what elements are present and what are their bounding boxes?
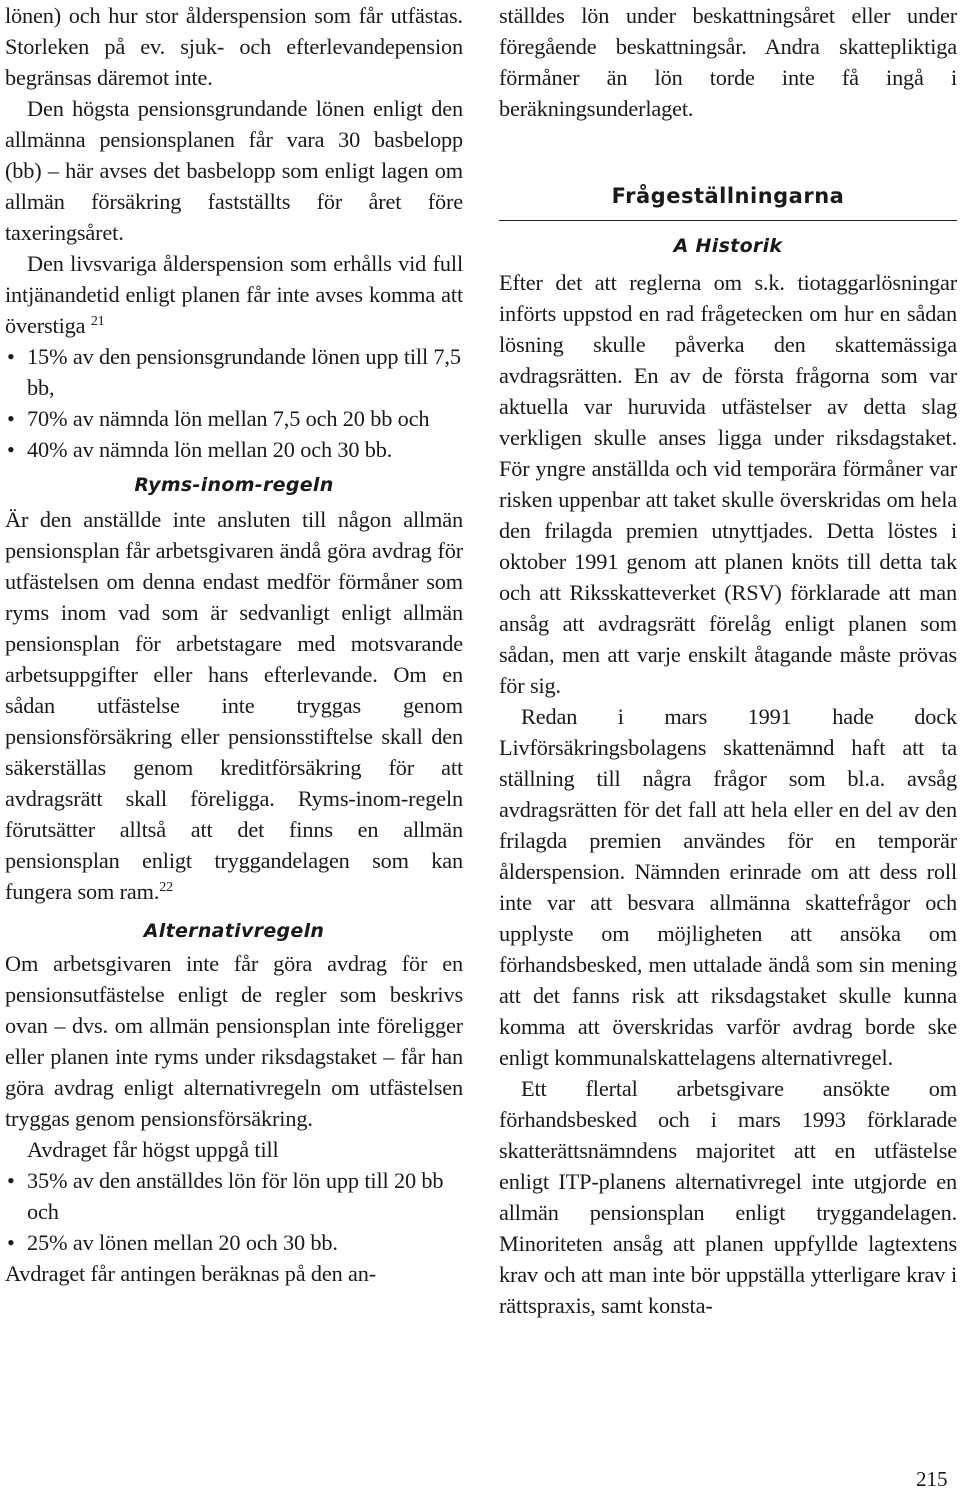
- section-heading: Ryms-inom-regeln: [134, 474, 334, 496]
- paragraph-text: Den livsvariga ålderspension som erhålls vid full intjänandetid enligt planen får inte avses komma att överstiga: [5, 251, 463, 338]
- section-heading: Alternativregeln: [143, 920, 325, 942]
- list-item: • 70% av nämnda lön mellan 7,5 och 20 bb och: [7, 406, 430, 431]
- paragraph: Avdraget får högst uppgå till: [27, 1137, 279, 1162]
- list-item: • 35% av den anställdes lön för lön upp till 20 bb och: [7, 1168, 444, 1224]
- paragraph: Är den anställde inte ansluten till någon allmän pensionsplan får arbetsgivaren ändå göra avdrag för utfästelsen om denna endast medför förmåner som ryms inom vad som är sedvanligt enligt allmän pensionsplan för arbetstagare med motsvarande arbetsuppgifter eller hans efterlevande. Om en sådan utfästelse inte tryggas genom pensionsförsäkring eller pensionsstiftelse skall den säkerställas genom kreditförsäkring för att avdragsrätt skall föreligga. Ryms-inom-regeln förutsätter alltså att det finns en allmän pensionsplan enligt tryggandelagen som kan fungera som ram.$^{22}$: [5, 507, 463, 904]
- paragraph: Avdraget får antingen beräknas på den an-: [5, 1261, 377, 1286]
- paragraph: Redan i mars 1991 hade dock Livförsäkringsbolagens skattenämnd haft att ta ställning till några frågor som bl.a. avsåg avdragsrätten för det fall att hela eller en del av den frilagda premien användes för en temporär ålderspension. Nämnden erinrade om att dess roll inte var att besvara allmänna skattefrågor och upplyste om möjligheten att ansöka om förhandsbesked, men uttalade ändå som sin mening att det fanns risk att riksdagstaket skulle kunna komma att överskridas varför avdrag borde ske enligt kommunalskattelagens alternativregel.: [499, 704, 957, 1070]
- paragraph: Den högsta pensionsgrundande lönen enligt den allmänna pensionsplanen får vara 30 basbelopp (bb) – här avses det basbelopp som enligt lagen om allmän försäkring fastställts för året före taxeringsåret.: [5, 96, 463, 245]
- paragraph: [5, 248, 463, 341]
- list-item: • 25% av lönen mellan 20 och 30 bb.: [7, 1230, 338, 1255]
- right-column: [499, 0, 957, 1321]
- subsection-title: A Historik: [673, 235, 783, 257]
- list-item: • 40% av nämnda lön mellan 20 och 30 bb.: [7, 437, 393, 462]
- footnote-ref: 22: [159, 880, 173, 895]
- list-item: • 15% av den pensionsgrundande lönen upp till 7,5 bb,: [7, 344, 461, 400]
- left-column: [5, 0, 463, 1289]
- paragraph: ställdes lön under beskattningsåret eller under föregående beskattningsår. Andra skattepliktiga förmåner än lön torde inte få ingå i beräkningsunderlaget.: [499, 3, 957, 121]
- paragraph: Om arbetsgivaren inte får göra avdrag för en pensionsutfästelse enligt de regler som beskrivs ovan – dvs. om allmän pensionsplan inte föreligger eller planen inte ryms under riksdagstaket – får han göra avdrag enligt alternativregeln om utfästelsen tryggas genom pensionsförsäkring.: [5, 951, 463, 1131]
- section-title: Frågeställningarna: [611, 184, 845, 208]
- paragraph: lönen) och hur stor ålderspension som får utfästas. Storleken på ev. sjuk- och efterlevandepension begränsas däremot inte.: [5, 3, 463, 90]
- paragraph: Ett flertal arbetsgivare ansökte om förhandsbesked och i mars 1993 förklarade skatterättsnämndens majoritet att en utfästelse enligt ITP-planens alternativregel inte utgjorde en allmän pensionsplan enligt tryggandelagen. Minoriteten ansåg att planen uppfyllde lagtextens krav och att man inte bör uppställa ytterligare krav i rättspraxis, samt konsta-: [499, 1076, 957, 1318]
- footnote-ref: 21: [90, 314, 105, 329]
- paragraph: Efter det att reglerna om s.k. tiotaggarlösningar införts uppstod en rad frågetecken om hur en sådan lösning skulle påverka den skattemässiga avdragsrätten. En av de första frågorna som var aktuella var huruvida utfästelser av detta slag verkligen skulle anses ligga under riksdagstaket. För yngre anställda och vid temporära förmåner var risken uppenbar att taket skulle överskridas om hela den frilagda premien utnyttjades. Detta löstes i oktober 1991 genom att planen knöts till detta tak och att Riksskatteverket (RSV) förklarade att man ansåg att avdragsrätt förelåg enligt planen som sådan, men att varje enskilt åtagande måste prövas för sig.: [499, 270, 957, 698]
- page-number: 215: [916, 1467, 948, 1491]
